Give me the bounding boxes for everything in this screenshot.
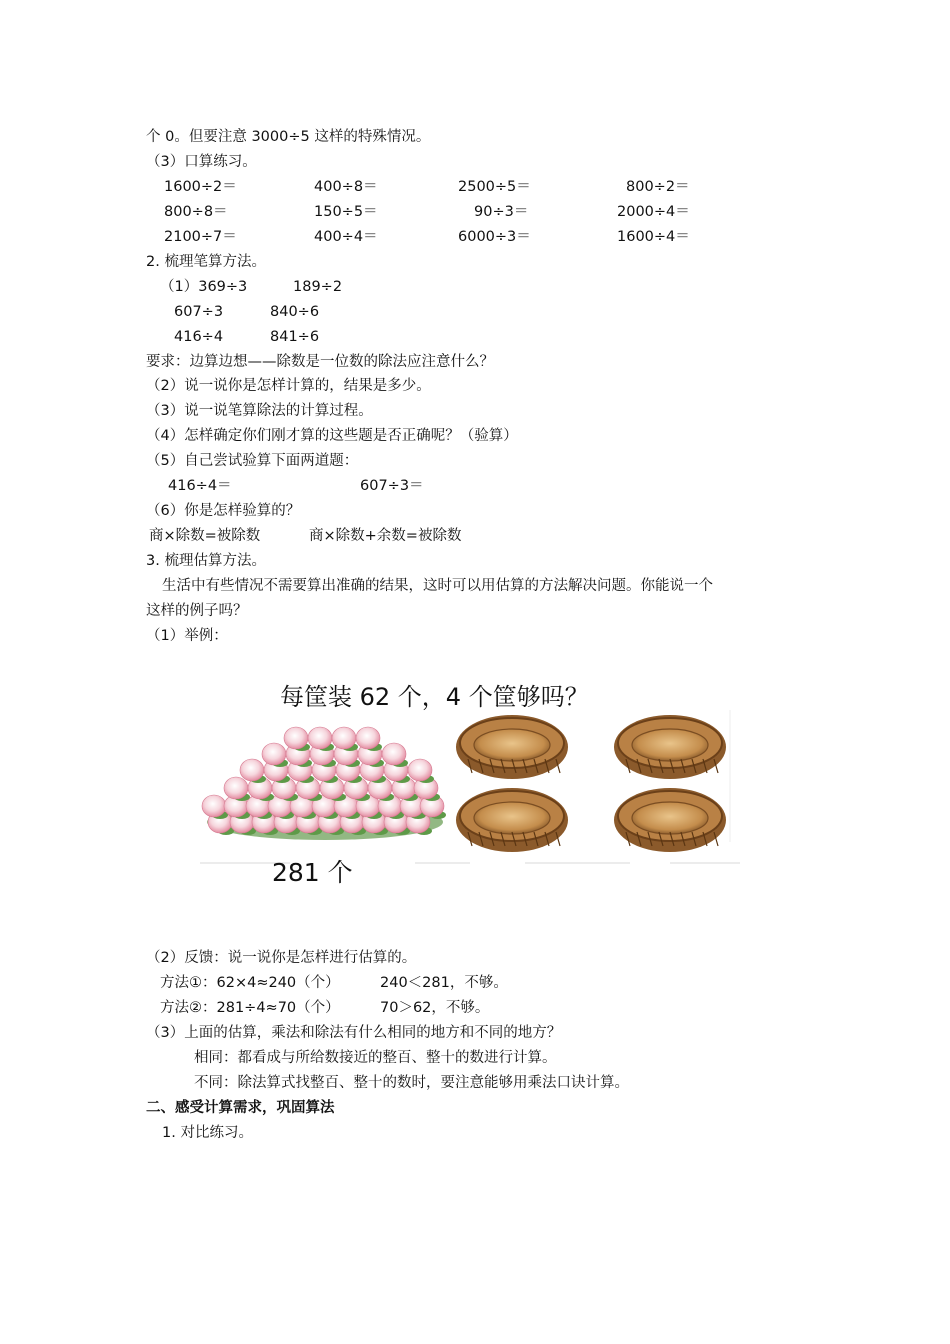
oral-practice-item: 150÷5＝ <box>314 204 378 220</box>
oral-practice-item: 800÷8＝ <box>164 204 228 220</box>
oral-practice-item: 800÷2＝ <box>626 179 690 195</box>
method-line: 方法①：62×4≈240（个） <box>160 975 340 991</box>
check-item: 607÷3＝ <box>360 478 424 494</box>
figure-count: 281 个 <box>272 858 353 887</box>
text-line: 2. 梳理笔算方法。 <box>146 254 266 270</box>
oral-practice-item: 1600÷4＝ <box>617 229 690 245</box>
peach <box>284 727 308 749</box>
oral-practice-item: 6000÷3＝ <box>458 229 531 245</box>
text-line: 这样的例子吗？ <box>146 603 248 619</box>
text-line: 3. 梳理估算方法。 <box>146 553 266 569</box>
method-line: 方法②：281÷4≈70（个） <box>160 1000 340 1016</box>
oral-practice-item: 90÷3＝ <box>474 204 529 220</box>
written-item: （1）369÷3 <box>160 279 248 295</box>
text-line: （5）自己尝试验算下面两道题： <box>146 453 359 469</box>
formula: 商×除数+余数=被除数 <box>309 528 462 544</box>
text-line: 生活中有些情况不需要算出准确的结果，这时可以用估算的方法解决问题。你能说一个 <box>162 578 713 594</box>
written-item: 189÷2 <box>293 279 343 295</box>
oral-practice-item: 400÷8＝ <box>314 179 378 195</box>
peach <box>202 795 226 817</box>
oral-practice-item: 1600÷2＝ <box>164 179 237 195</box>
figure-title: 每筐装 62 个，4 个筐够吗？ <box>280 683 589 711</box>
section-heading: 二、感受计算需求，巩固算法 <box>146 1100 335 1116</box>
oral-practice-item: 2500÷5＝ <box>458 179 531 195</box>
written-item: 840÷6 <box>270 304 320 320</box>
formula: 商×除数=被除数 <box>149 528 261 544</box>
peach <box>382 743 406 765</box>
text-line: 不同：除法算式找整百、整十的数时，要注意能够用乘法口诀计算。 <box>194 1075 629 1091</box>
basket <box>456 788 568 852</box>
text-line: （1）举例： <box>146 628 228 644</box>
oral-practice-item: 400÷4＝ <box>314 229 378 245</box>
example-illustration <box>200 672 745 900</box>
peach <box>408 759 432 781</box>
peach <box>356 727 380 749</box>
basket <box>614 788 726 852</box>
peach <box>308 727 332 749</box>
written-item: 841÷6 <box>270 329 320 345</box>
text-line: 1. 对比练习。 <box>162 1125 253 1141</box>
oral-practice-item: 2100÷7＝ <box>164 229 237 245</box>
peach <box>262 743 286 765</box>
text-line: （3）口算练习。 <box>146 154 257 170</box>
text-line: （6）你是怎样验算的？ <box>146 503 301 519</box>
peach <box>240 759 264 781</box>
peach <box>224 777 248 799</box>
text-line: 要求：边算边想——除数是一位数的除法应注意什么？ <box>146 354 494 370</box>
text-line: （2）说一说你是怎样计算的，结果是多少。 <box>146 378 431 394</box>
text-line: （4）怎样确定你们刚才算的这些题是否正确呢？（验算） <box>146 428 518 444</box>
text-line: 个 0。但要注意 3000÷5 这样的特殊情况。 <box>146 129 431 145</box>
written-item: 607÷3 <box>174 304 224 320</box>
peach <box>332 727 356 749</box>
basket <box>614 715 726 779</box>
text-line: （2）反馈：说一说你是怎样进行估算的。 <box>146 950 417 966</box>
method-result: 70＞62，不够。 <box>380 1000 490 1016</box>
check-item: 416÷4＝ <box>168 478 232 494</box>
oral-practice-item: 2000÷4＝ <box>617 204 690 220</box>
text-line: （3）说一说笔算除法的计算过程。 <box>146 403 373 419</box>
written-item: 416÷4 <box>174 329 224 345</box>
text-line: 相同：都看成与所给数接近的整百、整十的数进行计算。 <box>194 1050 557 1066</box>
basket <box>456 715 568 779</box>
text-line: （3）上面的估算，乘法和除法有什么相同的地方和不同的地方？ <box>146 1025 562 1041</box>
method-result: 240＜281，不够。 <box>380 975 508 991</box>
